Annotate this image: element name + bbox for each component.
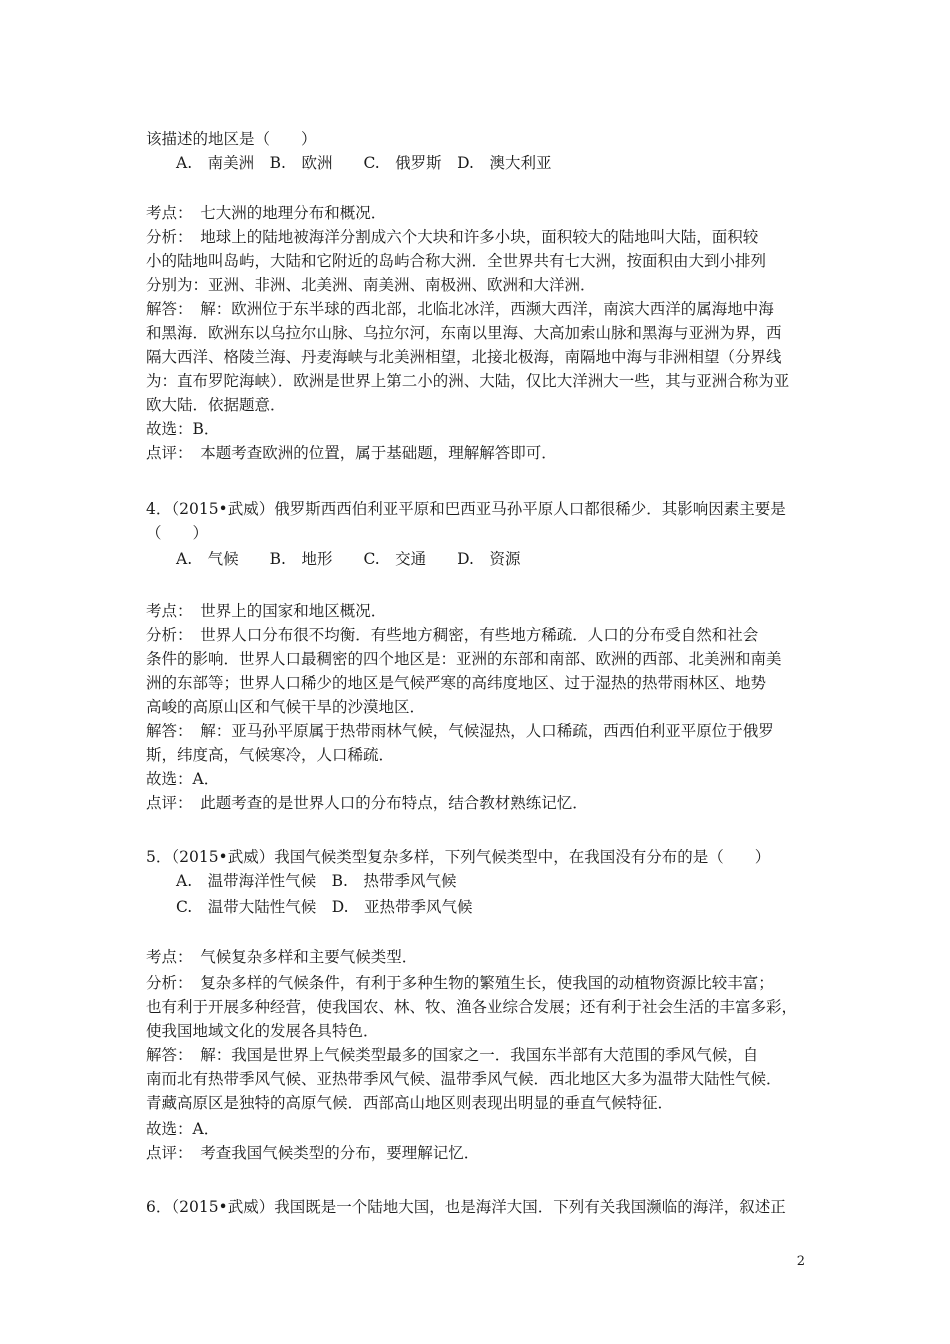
q4-kaodian: 考点： 世界上的国家和地区概况． [146, 602, 387, 620]
q3-jieda-line: 为：直布罗陀海峡）．欧洲是世界上第二小的洲、大陆，仅比大洋洲大一些，其与亚洲合称为亚 [146, 372, 790, 390]
q5-options-line: A. 温带海洋性气候 B. 热带季风气候 [176, 872, 457, 890]
q3-stem-tail: 该描述的地区是（ ） [146, 130, 317, 148]
q3-fenxi-line: 分析： 地球上的陆地被海洋分割成六个大块和许多小块，面积较大的陆地叫大陆，面积较 [146, 228, 759, 246]
q3-fenxi-line: 分别为：亚洲、非洲、北美洲、南美洲、南极洲、欧洲和大洋洲． [146, 276, 596, 294]
q4-stem-line: （ ） [146, 524, 209, 542]
q5-dianping: 点评： 考查我国气候类型的分布，要理解记忆． [146, 1144, 480, 1162]
q3-options: A. 南美洲 B. 欧洲 C. 俄罗斯 D. 澳大利亚 [176, 154, 552, 172]
q5-jieda-line: 青藏高原区是独特的高原气候．西部高山地区则表现出明显的垂直气候特征． [146, 1094, 674, 1112]
q4-jieda-line: 斯，纬度高，气候寒冷，人口稀疏． [146, 746, 395, 764]
q5-fenxi-line: 也有利于开展多种经营，使我国农、林、牧、渔各业综合发展；还有利于社会生活的丰富多彩， [146, 998, 798, 1016]
q4-jieda-line: 解答： 解：亚马孙平原属于热带雨林气候，气候湿热，人口稀疏，西西伯利亚平原位于俄罗 [146, 722, 774, 740]
q3-fenxi-line: 小的陆地叫岛屿，大陆和它附近的岛屿合称大洲．全世界共有七大洲，按面积由大到小排列 [146, 252, 767, 270]
q3-jieda-line: 隔大西洋、格陵兰海、丹麦海峡与北美洲相望，北接北极海，南隔地中海与非洲相望（分界线 [146, 348, 782, 366]
q5-kaodian: 考点： 气候复杂多样和主要气候类型． [146, 948, 418, 966]
q4-fenxi-line: 条件的影响．世界人口最稠密的四个地区是：亚洲的东部和南部、欧洲的西部、北美洲和南美 [146, 650, 782, 668]
q5-answer: 故选：A． [146, 1120, 220, 1138]
q4-fenxi-line: 高峻的高原山区和气候干旱的沙漠地区． [146, 698, 426, 716]
q4-answer: 故选：A． [146, 770, 220, 788]
q4-stem-line: 4．（2015•武威）俄罗斯西西伯利亚平原和巴西亚马孙平原人口都很稀少．其影响因素主要是 [146, 500, 786, 518]
q5-options-line: C. 温带大陆性气候 D. 亚热带季风气候 [176, 898, 473, 916]
q3-answer: 故选：B． [146, 420, 220, 438]
q5-fenxi-line: 分析： 复杂多样的气候条件，有利于多种生物的繁殖生长，使我国的动植物资源比较丰富； [146, 974, 774, 992]
q4-fenxi-line: 洲的东部等；世界人口稀少的地区是气候严寒的高纬度地区、过于湿热的热带雨林区、地势 [146, 674, 767, 692]
q3-jieda-line: 解答： 解：欧洲位于东半球的西北部，北临北冰洋，西濒大西洋，南滨大西洋的属海地中海 [146, 300, 774, 318]
q4-fenxi-line: 分析： 世界人口分布很不均衡．有些地方稠密，有些地方稀疏．人口的分布受自然和社会 [146, 626, 759, 644]
q5-jieda-line: 解答： 解：我国是世界上气候类型最多的国家之一．我国东半部有大范围的季风气候，自 [146, 1046, 759, 1064]
q4-dianping: 点评： 此题考查的是世界人口的分布特点，结合教材熟练记忆． [146, 794, 588, 812]
q3-dianping: 点评： 本题考查欧洲的位置，属于基础题，理解解答即可． [146, 444, 557, 462]
q3-jieda-line: 欧大陆．依据题意． [146, 396, 286, 414]
q4-options: A. 气候 B. 地形 C. 交通 D. 资源 [176, 550, 521, 568]
page-number: 2 [796, 1254, 805, 1269]
q5-fenxi-line: 使我国地域文化的发展各具特色． [146, 1022, 379, 1040]
q5-jieda-line: 南而北有热带季风气候、亚热带季风气候、温带季风气候．西北地区大多为温带大陆性气候． [146, 1070, 782, 1088]
q3-jieda-line: 和黑海．欧洲东以乌拉尔山脉、乌拉尔河，东南以里海、大高加索山脉和黑海与亚洲为界，西 [146, 324, 782, 342]
q5-stem: 5．（2015•武威）我国气候类型复杂多样，下列气候类型中，在我国没有分布的是（ ） [146, 848, 771, 866]
q3-kaodian: 考点： 七大洲的地理分布和概况． [146, 204, 387, 222]
q6-stem: 6．（2015•武威）我国既是一个陆地大国，也是海洋大国．下列有关我国濒临的海洋，叙述正 [146, 1198, 786, 1216]
